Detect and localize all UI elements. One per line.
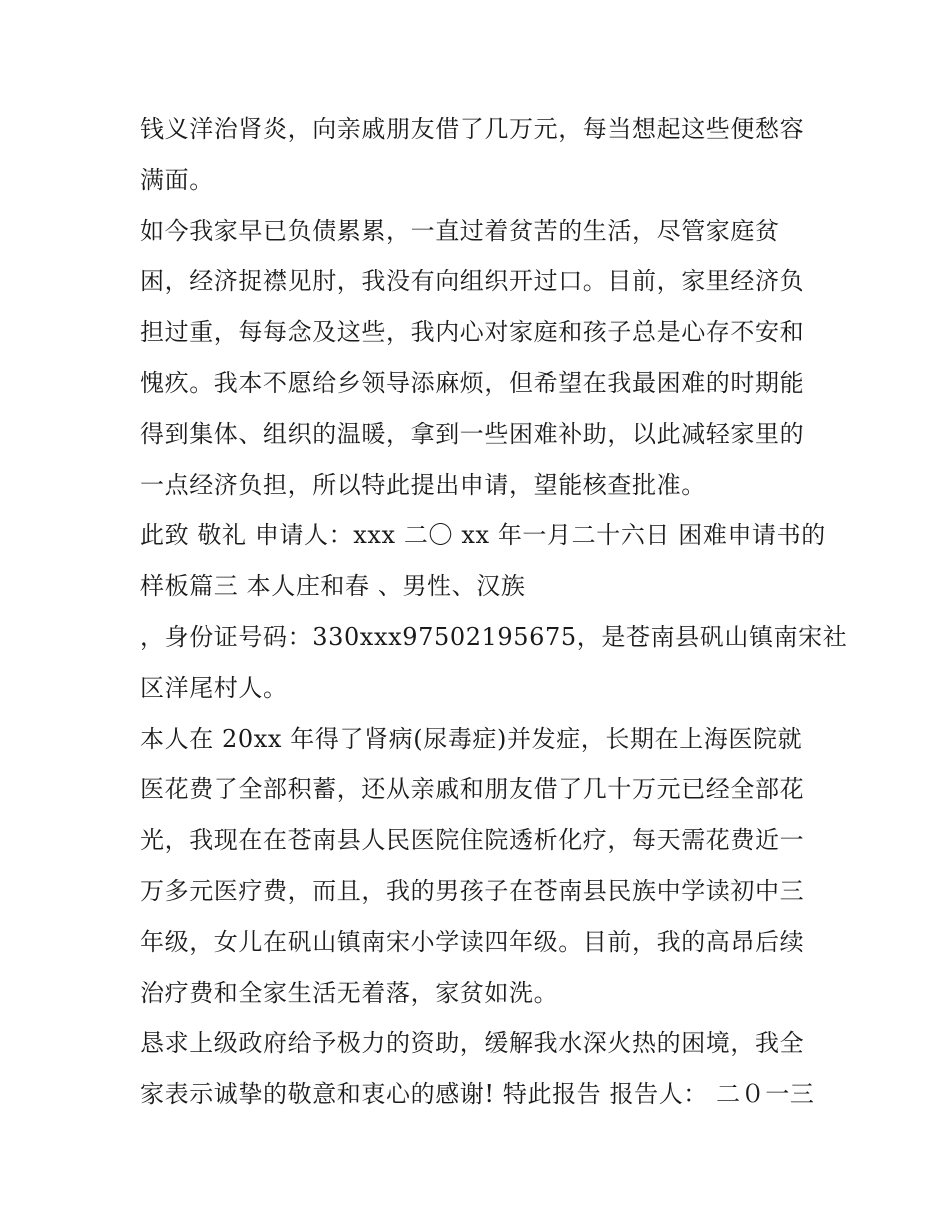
text-line: 治疗费和全家生活无着落，家贫如洗。	[140, 978, 559, 1007]
text-line: 家表示诚挚的敬意和衷心的感谢! 特此报告 报告人： 二０一三	[140, 1080, 815, 1109]
text-line: 满面。	[140, 165, 214, 194]
text-line: 如今我家早已负债累累，一直过着贫苦的生活，尽管家庭贫	[140, 216, 780, 245]
document-body	[140, 104, 848, 1120]
text-line: 样板篇三 本人庄和春 、男性、汉族	[140, 572, 526, 601]
text-line: 钱义洋治肾炎，向亲戚朋友借了几万元，每当想起这些便愁容	[140, 115, 805, 143]
text-line: ，身份证号码：330xxx97502195675，是苍南县矾山镇南宋社	[140, 622, 848, 651]
text-line: 得到集体、组织的温暖，拿到一些困难补助，以此减轻家里的	[140, 419, 805, 448]
text-line: 光，我现在在苍南县人民医院住院透析化疗，每天需花费近一	[140, 826, 805, 855]
text-line: 一点经济负担，所以特此提出申请，望能核查批准。	[140, 470, 706, 499]
text-line: 此致 敬礼 申请人：xxx 二〇 xx 年一月二十六日 困难申请书的	[140, 521, 826, 550]
text-line: 本人在 20xx 年得了肾病(尿毒症)并发症，长期在上海医院就	[140, 724, 803, 753]
text-line: 医花费了全部积蓄，还从亲戚和朋友借了几十万元已经全部花	[140, 775, 805, 804]
text-line: 年级，女儿在矾山镇南宋小学读四年级。目前，我的高昂后续	[140, 927, 805, 956]
text-line: 担过重，每每念及这些，我内心对家庭和孩子总是心存不安和	[140, 318, 805, 347]
text-line: 恳求上级政府给予极力的资助，缓解我水深火热的困境，我全	[140, 1029, 805, 1058]
text-line: 愧疚。我本不愿给乡领导添麻烦，但希望在我最困难的时期能	[140, 368, 805, 397]
text-line: 万多元医疗费，而且，我的男孩子在苍南县民族中学读初中三	[140, 876, 805, 905]
text-line: 困，经济捉襟见肘，我没有向组织开过口。目前，家里经济负	[140, 267, 805, 296]
text-line: 区洋尾村人。	[140, 673, 288, 702]
